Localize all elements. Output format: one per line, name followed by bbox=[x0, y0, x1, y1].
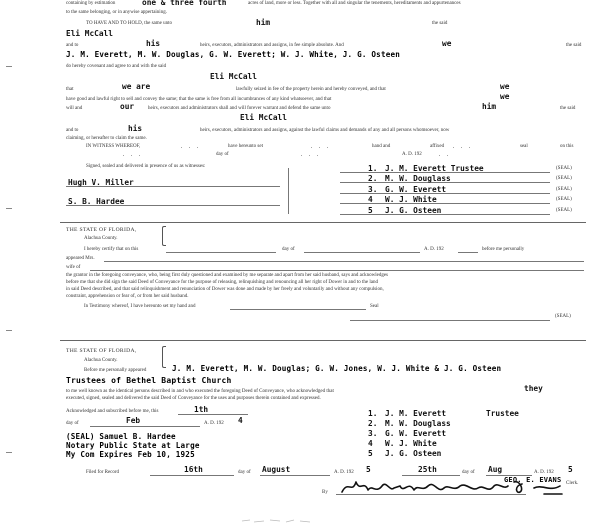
typed-value: his bbox=[146, 39, 161, 48]
margin-tick bbox=[6, 452, 12, 453]
margin-tick bbox=[6, 208, 12, 209]
filing-text: day of bbox=[238, 470, 251, 475]
witness-name: Hugh V. Miller bbox=[68, 178, 134, 187]
blank-line bbox=[458, 252, 478, 253]
signer-name: G. W. Everett bbox=[385, 185, 447, 194]
deed-text: day of bbox=[216, 152, 229, 157]
blank-line bbox=[178, 414, 248, 415]
signer-name: G. W. Everett bbox=[385, 429, 447, 438]
signer-num: 5 bbox=[368, 449, 373, 458]
ack-text: Seal bbox=[370, 304, 379, 309]
typed-value: him bbox=[256, 18, 271, 27]
ack-day: 1th bbox=[194, 405, 209, 414]
typed-value: his bbox=[128, 124, 143, 133]
filler-dots: . . bbox=[438, 152, 451, 158]
signer-num: 1. bbox=[368, 164, 378, 173]
ack-text: Before me personally appeared bbox=[84, 368, 147, 373]
signer-name: J. M. Everett Trustee bbox=[385, 164, 484, 173]
ack-text: Acknowledged and subscribed before me, this bbox=[66, 409, 159, 414]
grantee-name: Eli McCall bbox=[210, 72, 257, 81]
deed-text: claiming, or hereafter to claim the same. bbox=[66, 136, 147, 141]
deed-text: and to bbox=[66, 43, 79, 48]
deed-text: hand and bbox=[372, 144, 391, 149]
deed-text: have hereunto set bbox=[228, 144, 263, 149]
signer-name: J. G. Osteen bbox=[385, 449, 442, 458]
seal-label: (SEAL) bbox=[556, 176, 572, 181]
blank-line bbox=[230, 309, 366, 310]
deed-text: the said bbox=[560, 106, 576, 111]
state-heading: THE STATE OF FLORIDA, bbox=[66, 227, 137, 233]
deed-text: the said bbox=[432, 21, 448, 26]
typed-value: they bbox=[524, 384, 543, 393]
signer-title: Trustee bbox=[486, 409, 519, 418]
trustees-line: Trustees of Bethel Baptist Church bbox=[66, 376, 232, 385]
signer-num: 1. bbox=[368, 409, 378, 418]
deed-text: heirs, executors, administrators and assigns, in fee simple absolute. And bbox=[200, 43, 344, 48]
record-year: 5 bbox=[568, 465, 573, 474]
deed-text: on this bbox=[560, 144, 574, 149]
signer-num: 4 bbox=[368, 439, 373, 448]
signer-name: W. J. White bbox=[385, 439, 437, 448]
ack-text: In Testimony whereof, I have hereunto set my hand and bbox=[84, 304, 196, 309]
record-month: Aug bbox=[488, 465, 503, 474]
seal-label: (SEAL) bbox=[556, 197, 572, 202]
deputy-clerk-signature bbox=[338, 474, 570, 498]
deed-text: TO HAVE AND TO HOLD, the same unto bbox=[86, 21, 173, 26]
clerk-label: Clerk. bbox=[566, 481, 579, 486]
deed-text: to the same belonging, or in anywise appertaining. bbox=[66, 10, 167, 15]
state-heading: THE STATE OF FLORIDA, bbox=[66, 348, 137, 354]
ack-text: wife of bbox=[66, 265, 81, 270]
filing-text: A. D. 192 bbox=[534, 470, 554, 475]
deed-text: that bbox=[66, 87, 74, 92]
signer-num: 3. bbox=[368, 185, 378, 194]
blank-line bbox=[166, 252, 276, 253]
notary-seal: (SEAL) Samuel B. Hardee bbox=[66, 432, 176, 441]
section-divider bbox=[60, 340, 586, 341]
witness-name: S. B. Hardee bbox=[68, 197, 125, 206]
seal-label: (SEAL) bbox=[556, 187, 572, 192]
ack-text: to me well known as the identical persons described in and who executed the foregoing Deed of Conveyance, who acknowledged that bbox=[66, 389, 334, 394]
ack-text: executed, signed, sealed and delivered the said Deed of Conveyance for the uses and purposes therein contained and expressed. bbox=[66, 396, 321, 401]
grantee-name: Eli McCall bbox=[240, 113, 287, 122]
county-label: Alachua County. bbox=[84, 236, 118, 241]
grantee-name: Eli McCall bbox=[66, 29, 113, 38]
filing-year: 5 bbox=[366, 465, 371, 474]
typed-value: him bbox=[482, 102, 497, 111]
signer-num: 4 bbox=[368, 195, 373, 204]
filing-text: By bbox=[322, 490, 328, 495]
filler-dots: . . . bbox=[310, 144, 331, 150]
typed-value: we bbox=[500, 82, 510, 91]
deed-text: seal bbox=[520, 144, 528, 149]
filler-dots: . . . bbox=[452, 144, 473, 150]
margin-tick bbox=[6, 330, 12, 331]
deed-text: Signed, sealed and delivered in presence of us as witnesses: bbox=[86, 164, 206, 169]
deed-text: affixed bbox=[430, 144, 445, 149]
deed-text: will and bbox=[66, 106, 83, 111]
signer-name: W. J. White bbox=[385, 195, 437, 204]
deed-text: the said bbox=[566, 43, 582, 48]
signer-name: M. W. Douglass bbox=[385, 419, 451, 428]
blank-line bbox=[304, 252, 420, 253]
signer-num: 5 bbox=[368, 206, 373, 215]
deed-text: do hereby covenant and agree to and with the said bbox=[66, 64, 167, 69]
filler-dots: . . . bbox=[180, 144, 201, 150]
typed-value: our bbox=[120, 102, 135, 111]
county-label: Alachua County. bbox=[84, 358, 118, 363]
signer-num: 3. bbox=[368, 429, 378, 438]
deed-text: lawfully seized in fee of the property herein and hereby conveyed, and that bbox=[236, 87, 386, 92]
signature-line bbox=[350, 320, 550, 321]
blank-line bbox=[90, 270, 584, 271]
blank-line bbox=[90, 426, 200, 427]
signer-num: 2. bbox=[368, 174, 378, 183]
ack-text: the grantor in the foregoing conveyance, who, being first duly questioned and examined by me separate and apart from her said husband, says and acknowledges bbox=[66, 273, 388, 278]
section-divider bbox=[60, 222, 586, 223]
ack-text: A. D. 192 bbox=[204, 421, 224, 426]
deed-text: IN WITNESS WHEREOF, bbox=[86, 144, 141, 149]
notary-title: Notary Public State at Large bbox=[66, 441, 200, 450]
ack-text: I hereby certify that on this bbox=[84, 247, 139, 252]
typed-value: we bbox=[500, 92, 510, 101]
ack-year: 4 bbox=[238, 416, 243, 425]
blank-line bbox=[260, 475, 330, 476]
deed-text: have good and lawful right to sell and convey the same; that the same is free from all incumbrances of any kind whatsoever, and that bbox=[66, 97, 332, 102]
appeared-names: J. M. Everett, M. W. Douglas; G. W. Jones, W. J. White & J. G. Osteen bbox=[172, 364, 502, 373]
faint-stamp-mark bbox=[240, 516, 320, 526]
blank-line bbox=[150, 475, 234, 476]
ack-text: in said Deed described, and that said relinquishment and renunciation of Dower was done and made by her freely and voluntarily and without any compulsion, bbox=[66, 287, 384, 292]
ack-text: constraint, apprehension or fear of, or from her said husband. bbox=[66, 294, 189, 299]
filing-month: August bbox=[262, 465, 291, 474]
bracket bbox=[162, 226, 166, 246]
filing-text: day of bbox=[462, 470, 475, 475]
filler-dots: . . . bbox=[300, 152, 321, 158]
filing-text: Filed for Record bbox=[86, 470, 120, 475]
deed-text: and to bbox=[66, 128, 79, 133]
grantors-line: J. M. Everett, M. W. Douglas, G. W. Everett; W. J. White, J. G. Osteen bbox=[66, 50, 401, 59]
signer-name: M. W. Douglass bbox=[385, 174, 451, 183]
ack-text: before me personally bbox=[482, 247, 525, 252]
seal-label: (SEAL) bbox=[555, 314, 571, 319]
bracket bbox=[162, 346, 166, 368]
typed-value: we are bbox=[122, 82, 151, 91]
signer-name: J. G. Osteen bbox=[385, 206, 442, 215]
seal-label: (SEAL) bbox=[556, 166, 572, 171]
deed-text: heirs, executors, administrators and assigns, against the lawful claims and demands of any and all persons whomsoever, now bbox=[200, 128, 450, 133]
deed-text: acres of land, more or less. Together with all and singular the tenements, hereditaments and appurtenances bbox=[248, 1, 461, 6]
blank-line bbox=[104, 261, 584, 262]
deed-text: containing by estimation bbox=[66, 1, 116, 6]
bracket bbox=[288, 168, 289, 214]
acreage-value: one & three fourth bbox=[142, 0, 227, 7]
ack-text: A. D. 192 bbox=[424, 247, 444, 252]
notary-expires: My Com Expires Feb 10, 1925 bbox=[66, 450, 195, 459]
margin-tick bbox=[6, 66, 12, 67]
typed-value: we bbox=[442, 39, 452, 48]
signer-name: J. M. Everett bbox=[385, 409, 447, 418]
ack-text: day of bbox=[282, 247, 295, 252]
ack-text: before me that she did sign the said Deed of Conveyance for the purpose of releasing, relinquishing and renouncing all her right of Dower in and to the land bbox=[66, 280, 378, 285]
ack-month: Feb bbox=[126, 416, 141, 425]
record-day: 25th bbox=[418, 465, 437, 474]
ack-text: day of bbox=[66, 421, 79, 426]
signer-num: 2. bbox=[368, 419, 378, 428]
filing-text: A. D. 192 bbox=[334, 470, 354, 475]
clerk-name: GEO. E. EVANS bbox=[504, 476, 562, 484]
filing-day: 16th bbox=[184, 465, 203, 474]
deed-text: heirs, executors and administrators shall and will forever warrant and defend the same unto bbox=[148, 106, 331, 111]
deed-text: A. D. 192 bbox=[402, 152, 422, 157]
filler-dots: . . . bbox=[122, 152, 143, 158]
seal-label: (SEAL) bbox=[556, 208, 572, 213]
ack-text: appeared Mrs. bbox=[66, 256, 95, 261]
